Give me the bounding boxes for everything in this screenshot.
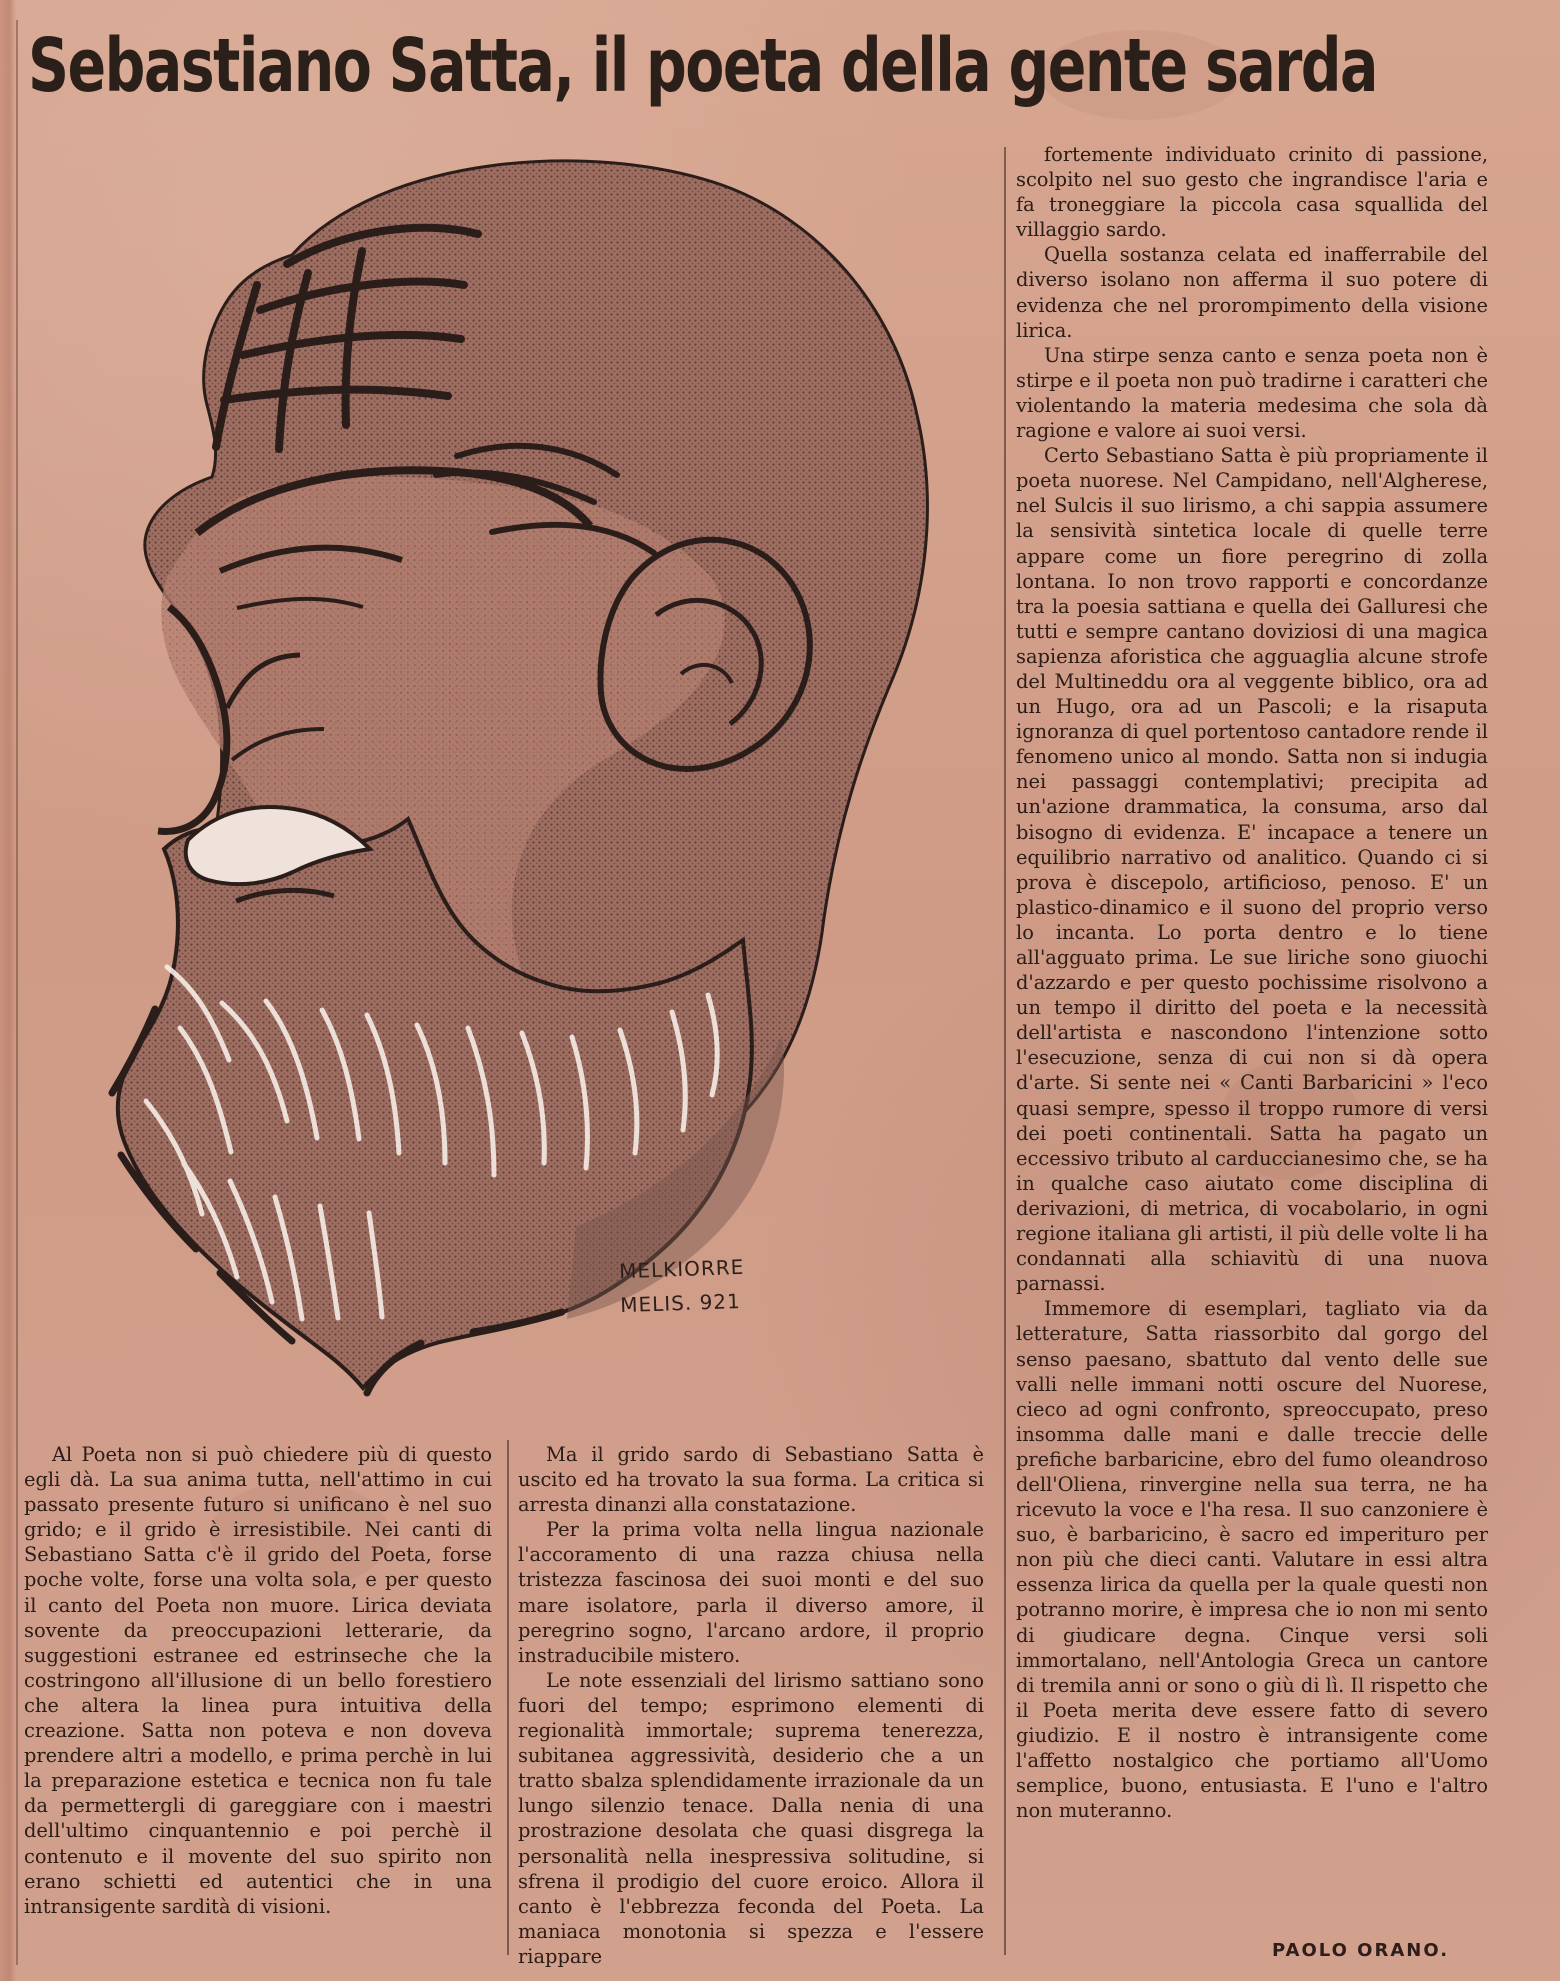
right-paragraph: Quella sostanza celata ed inafferrabile del diverso isolano non afferma il suo potere di evidenza che nel prorompimento della visione lirica. bbox=[1016, 243, 1488, 342]
portrait-drawing bbox=[112, 145, 952, 1410]
middle-paragraph: Ma il grido sardo di Sebastiano Satta è uscito ed ha trovato la sua forma. La critica si arresta dinanzi alla constatazione. bbox=[518, 1443, 984, 1517]
page-left-rule bbox=[16, 20, 18, 1965]
article-headline: Sebastiano Satta, il poeta della gente sarda bbox=[28, 23, 1377, 109]
right-column bbox=[1016, 142, 1488, 1938]
bottom-left-column bbox=[24, 1442, 492, 1945]
middle-paragraph: Per la prima volta nella lingua nazionale l'accoramento di una razza chiusa nella tristezza fascinosa dei suoi monti e del suo mare isolatore, parla il diverso amore, il peregrino sogno, l'arcano ardore, il proprio instraducibile mistero. bbox=[518, 1518, 984, 1667]
left-paragraph: Al Poeta non si può chiedere più di questo egli dà. La sua anima tutta, nell'attimo in cui passato presente futuro si unificano è nel suo grido; e il grido è irresistibile. Nei canti di Sebastiano Satta c'è il grido del Poeta, forse poche volte, forse una volta sola, e per questo il canto del Poeta non muore. Lirica deviata sovente da preoccupazioni letterarie, da suggestioni estranee ed estrinseche che la costringono all'illusione di un bello forestiero che altera la linea pura intuitiva della creazione. Satta non poteva e non doveva prendere altri a modello, e prima perchè in lui la preparazione estetica e tecnica non fu tale da permettergli di gareggiare con i maestri dell'ultimo cinquantennio e poi perchè il contenuto e il movente del suo spirito non erano schietti ed autentici che in una intransigente sardità di visioni. bbox=[24, 1443, 492, 1918]
middle-paragraph: Le note essenziali del lirismo sattiano sono fuori del tempo; esprimono elementi di regionalità immortale; suprema tenerezza, subitanea aggressività, desiderio che a un tratto sbalza splendidamente irrazionale da un lungo silenzio tenace. Dalla nenia di una prostrazione desolata che quasi disgrega la personalità nella inespressiva solitudine, si sfrena il prodigio del cuore eroico. Allora il canto è l'ebbrezza feconda del Poeta. La maniaca monotonia si spezza e l'essere riappare bbox=[518, 1668, 984, 1968]
signature-line-1: MELKIORRE bbox=[618, 1254, 745, 1284]
author-signature: PAOLO ORANO. bbox=[1272, 1940, 1450, 1961]
right-paragraph: Immemore di esemplari, tagliato via da letterature, Satta riassorbito dal gorgo del senso paesano, sbattuto dal vento delle sue valli nelle immani notti oscure del Nuorese, cieco ad ogni confronto, spreoccupato, preso insomma dalle mani e dalle treccie delle prefiche barbaricine, ebro del fumo oleandroso dell'Oliena, rinvergine nella sua terra, ne ha ricevuto la voce e l'ha resa. Il suo canzoniere è suo, è barbaricino, è sacro ed imperituro per non più che dieci canti. Valutare in essi altra essenza lirica da quella per la quale questi non potranno morire, è impresa che io non mi sento di giudicare degna. Cinque versi soli immortalano, nell'Antologia Greca un cantore di tremila anni or sono o giù di lì. Il rispetto che il Poeta merita deve essere fatto di severo giudizio. E il nostro è intransigente come l'affetto nostalgico che portiamo all'Uomo semplice, buono, entusiasta. E l'uno e l'altro non muteranno. bbox=[1016, 1297, 1488, 1823]
artist-signature bbox=[619, 1246, 862, 1344]
signature-line-2: MELIS. 921 bbox=[619, 1288, 742, 1318]
right-paragraph: fortemente individuato crinito di passione, scolpito nel suo gesto che ingrandisce l'aria e fa troneggiare la piccola casa squallida del villaggio sardo. bbox=[1016, 143, 1488, 242]
right-paragraph: Certo Sebastiano Satta è più propriamente il poeta nuorese. Nel Campidano, nell'Algherese, nel Sulcis il suo lirismo, a chi sappia assumere la sensività sintetica locale di quelle terre appare come un fiore peregrino di zolla lontana. Io non trovo rapporti e concordanze tra la poesia sattiana e quella dei Galluresi che tutti e sempre cantano doviziosi di una magica sapienza aforistica che agguaglia alcune strofe del Multineddu ora al veggente biblico, ora ad un Hugo, ora ad un Pascoli; e la risaputa ignoranza di quel portentoso cantadore rende il fenomeno unico al mondo. Satta non si indugia nei passaggi contemplativi; precipita ad un'azione drammatica, la consuma, arso dal bisogno di evidenza. E' incapace a tenere un equilibrio narrativo od analitico. Quando ci si prova è discepolo, artificioso, penoso. E' un plastico-dinamico e il suono del proprio verso lo incanta. Lo porta dentro e lo tiene all'agguato prima. Le sue liriche sono giuochi d'azzardo e per questo pochissime risolvono a un tempo il diritto del poeta e la necessità dell'artista e nascondono l'intenzione sotto l'esecuzione, senza di cui non si dà opera d'arte. Si sente nei « Canti Barbaricini » l'eco quasi sempre, spesso il troppo rumore di versi dei poeti continentali. Satta ha pagato un eccessivo tributo al carduccianesimo che, se ha in qualche caso aiutato come disciplina di derivazioni, di metrica, di vocabolario, in ogni regione italiana gli artisti, il più delle volte li ha condannati alla schiavitù di una nuova parnassi. bbox=[1016, 444, 1488, 1296]
portrait-illustration bbox=[112, 145, 952, 1410]
column-rule-bottom bbox=[507, 1440, 509, 1955]
column-rule-right bbox=[1004, 147, 1006, 1955]
right-paragraph: Una stirpe senza canto e senza poeta non è stirpe e il poeta non può tradirne i caratteri che violentando la materia medesima che sola dà ragione e valore ai suoi versi. bbox=[1016, 343, 1488, 443]
page-edge bbox=[0, 0, 16, 1981]
bottom-middle-column bbox=[518, 1442, 984, 1968]
